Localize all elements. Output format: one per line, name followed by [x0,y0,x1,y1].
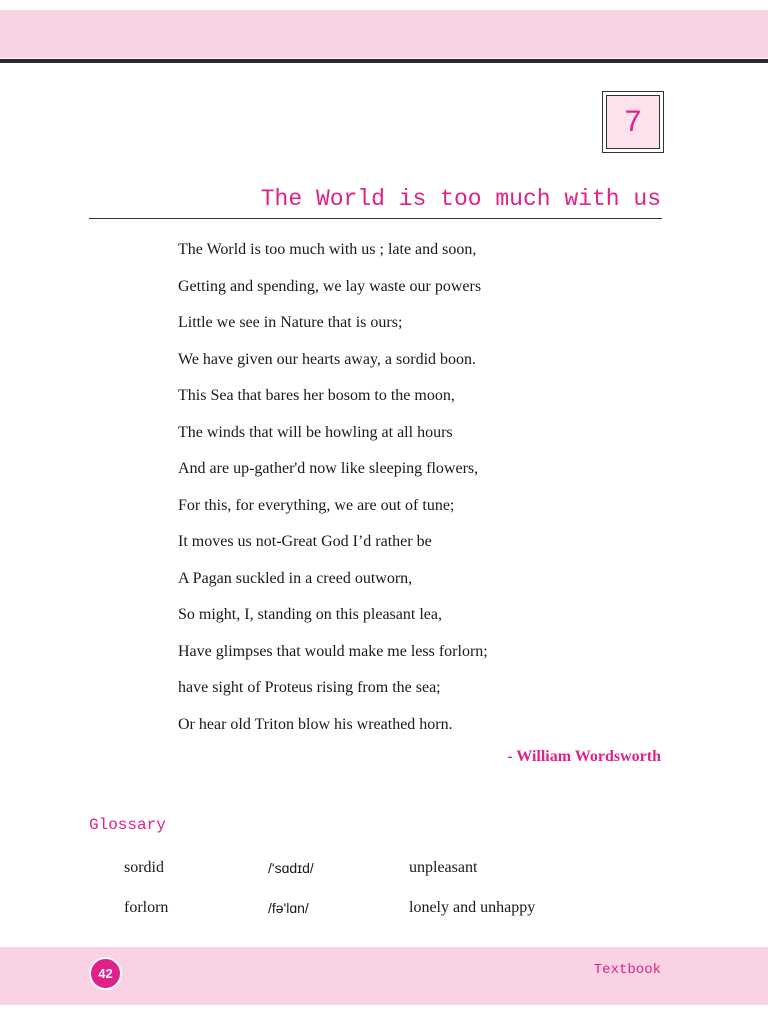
glossary-meaning: lonely and unhappy [409,899,536,916]
poem-line: Have glimpses that would make me less forlorn; [178,642,488,660]
header-band [0,10,768,58]
glossary-word: forlorn [124,899,169,916]
footer-label: Textbook [593,962,661,978]
glossary-entry [124,854,624,882]
glossary-word: sordid [124,859,164,876]
poem-line: It moves us not-Great God I’d rather be [178,533,432,550]
poem-line: Or hear old Triton blow his wreathed horn. [178,715,453,733]
poem-line: The winds that will be howling at all hours [178,423,453,441]
chapter-number-box [602,91,664,153]
poem-line: The World is too much with us ; late and soon, [178,241,477,258]
glossary-meaning: unpleasant [409,859,478,876]
header-rule [0,59,768,63]
poem-body [178,236,638,747]
poem-line: have sight of Proteus rising from the sea; [178,679,441,696]
title-divider [89,218,662,219]
glossary-heading: Glossary [89,816,166,834]
poem-line: We have given our hearts away, a sordid boon. [178,350,477,368]
page-number-badge: 42 [89,957,122,990]
poem-line: Little we see in Nature that is ours; [178,314,403,331]
chapter-number: 7 [606,95,660,149]
poem-line: So might, I, standing on this pleasant lea, [178,606,442,623]
poem-line: This Sea that bares her bosom to the moon, [178,387,455,404]
poem-line: And are up-gather'd now like sleeping flowers, [178,460,479,477]
poem-line: A Pagan suckled in a creed outworn, [178,569,413,587]
poem-line: For this, for everything, we are out of tune; [178,496,455,514]
poem-line: Getting and spending, we lay waste our powers [178,277,482,295]
glossary-entry [124,894,624,922]
glossary-phonetic: /fə'lɑn/ [268,900,309,916]
page-title: The World is too much with us [260,186,661,212]
poem-author: - William Wordsworth [507,748,661,765]
glossary-phonetic: /'sɑdɪd/ [268,860,314,876]
